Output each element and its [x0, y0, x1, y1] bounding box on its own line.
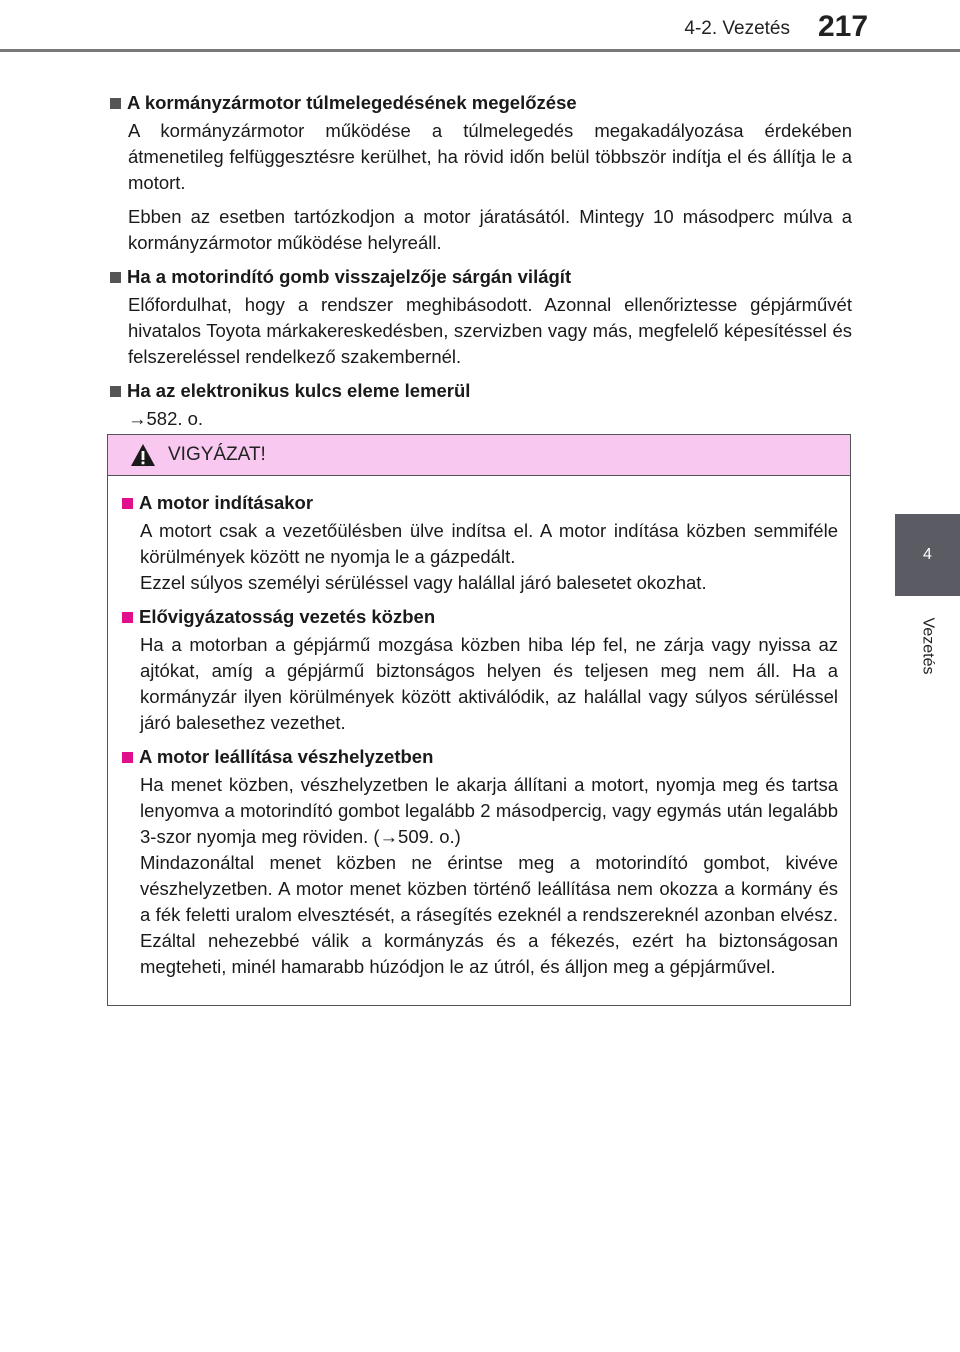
header-divider: [0, 49, 960, 52]
square-bullet-icon: [122, 752, 133, 763]
paragraph: Előfordulhat, hogy a rendszer meghibásodott. Azonnal ellenőriztesse gépjárművét hivatalos Toyota márkakereskedésben, szervizben vagy más, megfelelő képesítéssel és felszereléssel rendelkező szakembernél.: [128, 294, 852, 367]
chapter-number: 4: [923, 546, 932, 563]
square-bullet-icon: [110, 272, 121, 283]
paragraph: A kormányzármotor működése a túlmelegedés megakadályozása érdekében átmenetileg felfüggesztésre kerülhet, ha rövid időn belül többször indítja el és állítja le a motort.: [128, 120, 852, 193]
square-bullet-icon: [122, 612, 133, 623]
warning-triangle-icon: [130, 443, 156, 467]
chapter-tab: [895, 514, 960, 596]
section-heading: Ha az elektronikus kulcs eleme lemerül: [108, 378, 852, 404]
page-reference-link[interactable]: →582. o.: [128, 408, 204, 429]
warning-body: [108, 476, 850, 980]
warning-paragraph: Ha menet közben, vészhelyzetben le akarja állítani a motort, nyomja meg és tartsa lenyomva a motorindító gombot legalább 2 másodpercig, vagy egymás után legalább 3-szor nyomja meg röviden. (→509. o.) Mindazonáltal menet közben ne érintse meg a motorindító gombot, kivéve vészhelyzetben. A motor menet közben történő leállítása nem okozza a kormány és a fék feletti uralom elvesztését, a rásegítés ezeknél a rendszereknél azonban elvész. Ezáltal nehezebbé válik a kormányzás és a fékezés, ezért ha biztonságosan megteheti, minél hamarabb húzódjon le az útról, és álljon meg a gépjárművel.: [140, 774, 838, 977]
paragraph: Ebben az esetben tartózkodjon a motor járatásától. Mintegy 10 másodperc múlva a kormányzármotor működése helyreáll.: [128, 206, 852, 253]
warning-item-heading: A motor leállítása vészhelyzetben: [120, 744, 838, 770]
warning-item-heading: A motor indításakor: [120, 490, 838, 516]
section-heading: Ha a motorindító gomb visszajelzője sárgán világít: [108, 264, 852, 290]
square-bullet-icon: [122, 498, 133, 509]
page-header: [0, 0, 960, 70]
warning-header: [108, 435, 850, 476]
section-title: 4-2. Vezetés: [684, 18, 790, 39]
chapter-label-text: Vezetés: [919, 617, 937, 675]
square-bullet-icon: [110, 98, 121, 109]
square-bullet-icon: [110, 386, 121, 397]
chapter-label: [895, 606, 960, 686]
section-heading: A kormányzármotor túlmelegedésének megelőzése: [108, 90, 852, 116]
warning-paragraph: A motort csak a vezetőülésben ülve indítsa el. A motor indítása közben semmiféle körülmények között ne nyomja le a gázpedált. Ezzel súlyos személyi sérüléssel vagy halállal járó balesetet okozhat.: [140, 520, 838, 593]
warning-paragraph: Ha a motorban a gépjármű mozgása közben hiba lép fel, ne zárja vagy nyissa az ajtókat, amíg a gépjármű biztonságos helyen és teljesen meg nem áll. Ha a kormányzár ilyen körülmények között aktiválódik, az halállal vagy súlyos sérüléssel járó balesethez vezethet.: [140, 634, 838, 733]
warning-title: VIGYÁZAT!: [168, 444, 266, 465]
page-number: 217: [818, 10, 869, 43]
warning-box: [107, 434, 851, 1006]
main-content: [108, 90, 852, 432]
warning-item-heading: Elővigyázatosság vezetés közben: [120, 604, 838, 630]
